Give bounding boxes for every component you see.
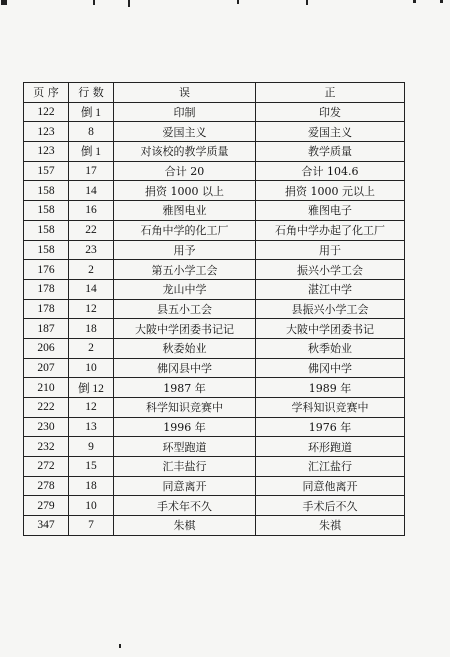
page-cell: 178 xyxy=(24,299,69,319)
page-cell: 210 xyxy=(24,378,69,398)
table-row xyxy=(24,220,405,240)
wrong-cell: 捐资 1000 以上 xyxy=(114,181,256,201)
line-cell: 18 xyxy=(69,319,114,339)
line-cell: 13 xyxy=(69,417,114,437)
correct-cell: 合计 104.6 xyxy=(256,161,405,181)
wrong-cell: 科学知识竞赛中 xyxy=(114,398,256,418)
wrong-cell: 县五小工会 xyxy=(114,299,256,319)
wrong-cell: 印制 xyxy=(114,102,256,122)
line-cell: 10 xyxy=(69,358,114,378)
scan-speck xyxy=(1,0,7,5)
table-row xyxy=(24,496,405,516)
page-cell: 222 xyxy=(24,398,69,418)
page-cell: 207 xyxy=(24,358,69,378)
line-cell: 2 xyxy=(69,260,114,280)
line-cell: 倒 12 xyxy=(69,378,114,398)
line-cell: 15 xyxy=(69,457,114,477)
correct-cell: 同意他离开 xyxy=(256,476,405,496)
correct-cell: 1989 年 xyxy=(256,378,405,398)
correct-cell: 石角中学办起了化工厂 xyxy=(256,220,405,240)
page-cell: 230 xyxy=(24,417,69,437)
table-row xyxy=(24,102,405,122)
wrong-cell: 第五小学工会 xyxy=(114,260,256,280)
table-row xyxy=(24,161,405,181)
scan-speck xyxy=(128,0,130,7)
table-row xyxy=(24,122,405,142)
line-cell: 2 xyxy=(69,338,114,358)
line-cell: 9 xyxy=(69,437,114,457)
correct-cell: 用于 xyxy=(256,240,405,260)
correct-cell: 环形跑道 xyxy=(256,437,405,457)
page-cell: 232 xyxy=(24,437,69,457)
header-page: 页 序 xyxy=(24,83,69,103)
table-row xyxy=(24,378,405,398)
table-row xyxy=(24,437,405,457)
page-cell: 347 xyxy=(24,516,69,536)
correct-cell: 爱国主义 xyxy=(256,122,405,142)
line-cell: 12 xyxy=(69,299,114,319)
wrong-cell: 手术年不久 xyxy=(114,496,256,516)
wrong-cell: 石角中学的化工厂 xyxy=(114,220,256,240)
correct-cell: 朱祺 xyxy=(256,516,405,536)
line-cell: 22 xyxy=(69,220,114,240)
correct-cell: 县振兴小学工会 xyxy=(256,299,405,319)
correct-cell: 1976 年 xyxy=(256,417,405,437)
scan-speck xyxy=(306,0,308,5)
page-cell: 206 xyxy=(24,338,69,358)
table-row xyxy=(24,358,405,378)
table-row xyxy=(24,181,405,201)
line-cell: 12 xyxy=(69,398,114,418)
line-cell: 10 xyxy=(69,496,114,516)
table-row xyxy=(24,201,405,221)
errata-body xyxy=(24,102,405,535)
table-row xyxy=(24,338,405,358)
wrong-cell: 雅图电业 xyxy=(114,201,256,221)
page-cell: 157 xyxy=(24,161,69,181)
wrong-cell: 对该校的教学质量 xyxy=(114,142,256,162)
correct-cell: 雅图电子 xyxy=(256,201,405,221)
page-cell: 176 xyxy=(24,260,69,280)
line-cell: 23 xyxy=(69,240,114,260)
line-cell: 8 xyxy=(69,122,114,142)
scan-speck xyxy=(440,0,443,3)
header-correct: 正 xyxy=(256,83,405,103)
wrong-cell: 用予 xyxy=(114,240,256,260)
page-cell: 278 xyxy=(24,476,69,496)
table-row xyxy=(24,142,405,162)
scan-speck xyxy=(93,0,95,5)
wrong-cell: 环型跑道 xyxy=(114,437,256,457)
scan-speck xyxy=(413,0,416,3)
wrong-cell: 同意离开 xyxy=(114,476,256,496)
correct-cell: 大陂中学团委书记 xyxy=(256,319,405,339)
table-row xyxy=(24,417,405,437)
table-row xyxy=(24,319,405,339)
correct-cell: 汇江盐行 xyxy=(256,457,405,477)
line-cell: 14 xyxy=(69,181,114,201)
scan-speck xyxy=(119,644,121,648)
table-row xyxy=(24,299,405,319)
correct-cell: 秋季始业 xyxy=(256,338,405,358)
wrong-cell: 爱国主义 xyxy=(114,122,256,142)
line-cell: 18 xyxy=(69,476,114,496)
wrong-cell: 汇丰盐行 xyxy=(114,457,256,477)
page-cell: 178 xyxy=(24,279,69,299)
wrong-cell: 1987 年 xyxy=(114,378,256,398)
header-line: 行 数 xyxy=(69,83,114,103)
page-cell: 158 xyxy=(24,181,69,201)
page-cell: 123 xyxy=(24,122,69,142)
line-cell: 17 xyxy=(69,161,114,181)
table-row xyxy=(24,516,405,536)
correct-cell: 教学质量 xyxy=(256,142,405,162)
wrong-cell: 合计 20 xyxy=(114,161,256,181)
correct-cell: 印发 xyxy=(256,102,405,122)
wrong-cell: 1996 年 xyxy=(114,417,256,437)
line-cell: 倒 1 xyxy=(69,102,114,122)
table-row xyxy=(24,279,405,299)
correct-cell: 振兴小学工会 xyxy=(256,260,405,280)
wrong-cell: 龙山中学 xyxy=(114,279,256,299)
table-row xyxy=(24,240,405,260)
wrong-cell: 秋委始业 xyxy=(114,338,256,358)
page-cell: 187 xyxy=(24,319,69,339)
header-row xyxy=(24,83,405,103)
page-cell: 158 xyxy=(24,240,69,260)
page-cell: 158 xyxy=(24,201,69,221)
wrong-cell: 朱棋 xyxy=(114,516,256,536)
page-cell: 279 xyxy=(24,496,69,516)
correct-cell: 佛冈中学 xyxy=(256,358,405,378)
line-cell: 16 xyxy=(69,201,114,221)
scan-speck xyxy=(237,0,239,4)
line-cell: 7 xyxy=(69,516,114,536)
correct-cell: 手术后不久 xyxy=(256,496,405,516)
page-cell: 272 xyxy=(24,457,69,477)
table-row xyxy=(24,260,405,280)
wrong-cell: 大陂中学团委书记记 xyxy=(114,319,256,339)
line-cell: 倒 1 xyxy=(69,142,114,162)
line-cell: 14 xyxy=(69,279,114,299)
table-row xyxy=(24,476,405,496)
correct-cell: 学科知识竞赛中 xyxy=(256,398,405,418)
wrong-cell: 佛冈县中学 xyxy=(114,358,256,378)
table-row xyxy=(24,457,405,477)
table-row xyxy=(24,398,405,418)
correct-cell: 捐资 1000 元以上 xyxy=(256,181,405,201)
page-cell: 123 xyxy=(24,142,69,162)
correct-cell: 湛江中学 xyxy=(256,279,405,299)
page-cell: 158 xyxy=(24,220,69,240)
page-cell: 122 xyxy=(24,102,69,122)
header-wrong: 误 xyxy=(114,83,256,103)
errata-table xyxy=(23,82,405,536)
